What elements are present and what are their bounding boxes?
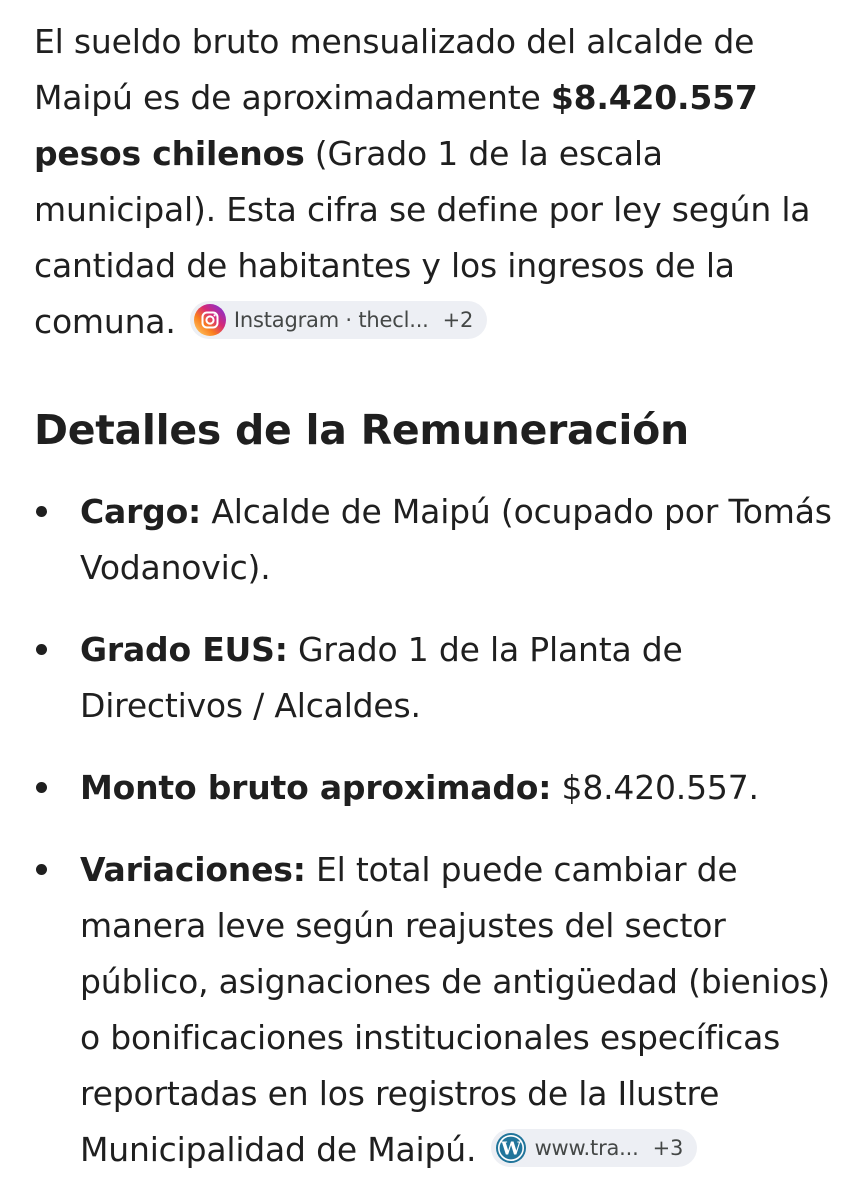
- item-label: Grado EUS:: [80, 630, 288, 669]
- source-chip-wordpress[interactable]: [491, 1129, 698, 1167]
- item-text: El total puede cambiar de manera leve según reajustes del sector público, asignaciones de antigüedad (bienios) o bonificaciones institucionales específicas reportadas en los registros de la Ilustre Municipalidad de Maipú.: [80, 850, 830, 1169]
- list-item-monto: [34, 760, 834, 816]
- item-text: Grado 1 de la Planta de Directivos / Alcaldes.: [80, 630, 683, 725]
- item-text: Alcalde de Maipú (ocupado por Tomás Vodanovic).: [80, 492, 832, 587]
- intro-bold-amount: $8.420.557 pesos chilenos: [34, 78, 758, 173]
- source-chip-count: +3: [652, 1135, 684, 1160]
- source-chip-instagram[interactable]: [190, 301, 487, 339]
- bullet-icon: [36, 782, 47, 793]
- answer-content: [34, 14, 834, 1204]
- source-chip-label: Instagram · thecl...: [233, 307, 429, 332]
- item-label: Cargo:: [80, 492, 202, 531]
- list-item-grado: [34, 622, 834, 734]
- intro-text-before: El sueldo bruto mensualizado del alcalde de Maipú es de aproximadamente: [34, 22, 755, 117]
- source-chip-label: www.tra...: [534, 1135, 639, 1160]
- list-item-cargo: [34, 484, 834, 596]
- list-item-variaciones: [34, 842, 834, 1178]
- instagram-icon: [194, 304, 226, 336]
- wordpress-icon: [495, 1132, 527, 1164]
- svg-text:W: W: [500, 1138, 521, 1159]
- item-label: Monto bruto aproximado:: [80, 768, 552, 807]
- bullet-icon: [36, 864, 47, 875]
- source-chip-count: +2: [442, 307, 474, 332]
- intro-paragraph: [34, 14, 834, 350]
- item-label: Variaciones:: [80, 850, 306, 889]
- item-text: $8.420.557.: [551, 768, 759, 807]
- section-heading: Detalles de la Remuneración: [34, 406, 689, 454]
- bullet-icon: [36, 506, 47, 517]
- details-list: [34, 484, 834, 1178]
- bullet-icon: [36, 644, 47, 655]
- intro-text-after: (Grado 1 de la escala municipal). Esta cifra se define por ley según la cantidad de habitantes y los ingresos de la comuna.: [34, 134, 811, 341]
